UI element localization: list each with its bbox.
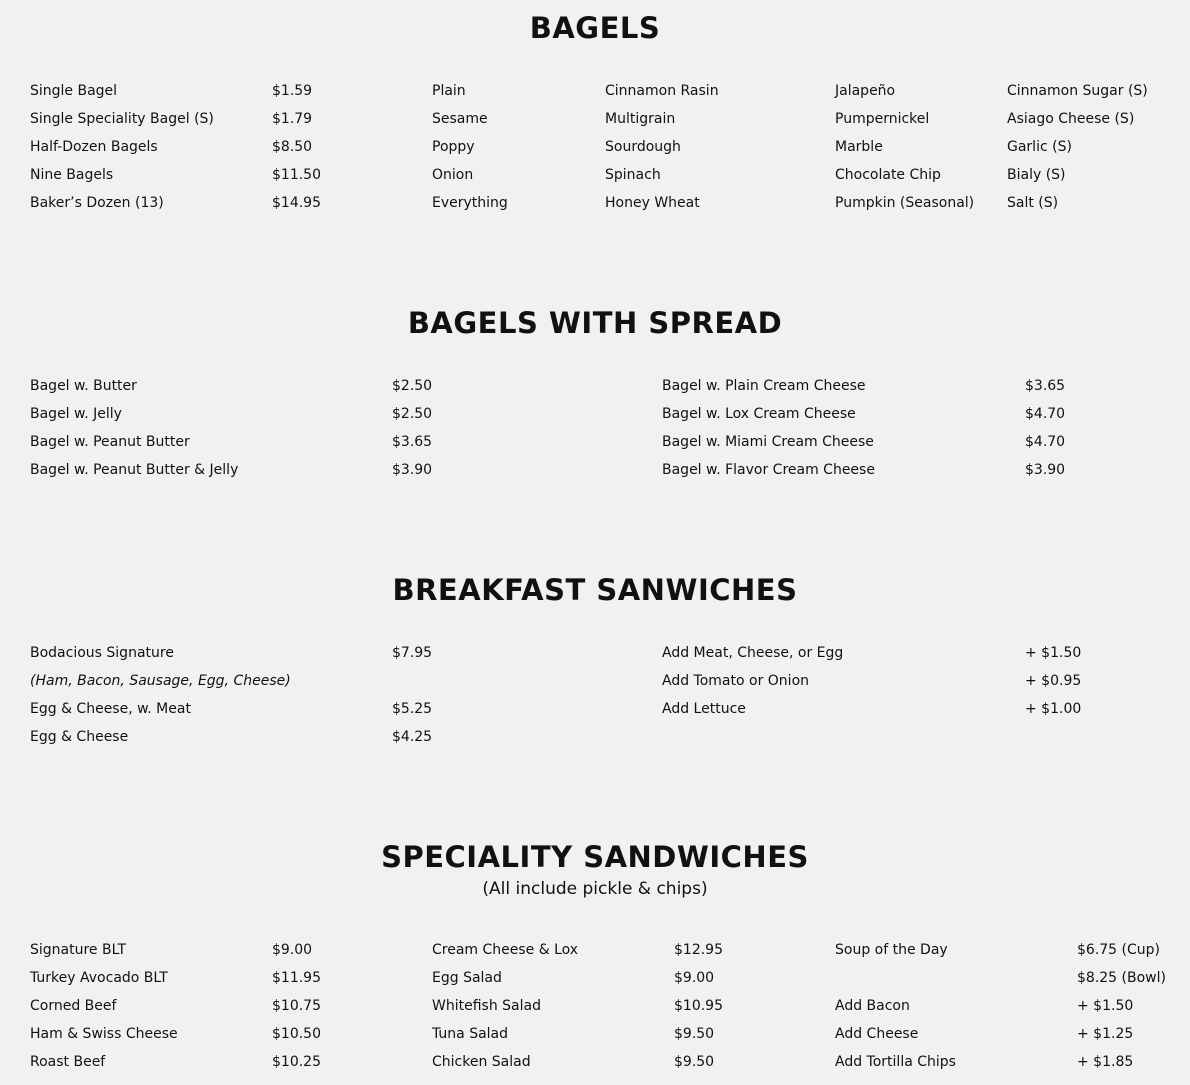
bagel-item-name: Baker’s Dozen (13) bbox=[30, 195, 164, 211]
soup-addon-price: + $1.85 bbox=[1077, 1054, 1134, 1070]
soup-addon-price: + $1.50 bbox=[1077, 998, 1134, 1014]
spread-item-price: $4.70 bbox=[1025, 434, 1066, 450]
sandwich-name: Turkey Avocado BLT bbox=[30, 970, 168, 986]
bagels-items-column bbox=[30, 77, 214, 217]
spread-item-price: $2.50 bbox=[392, 378, 433, 394]
bagel-flavor: Sourdough bbox=[605, 139, 681, 155]
soup-addon-name: Add Bacon bbox=[835, 998, 910, 1014]
bagel-flavor: Honey Wheat bbox=[605, 195, 700, 211]
breakfast-item-price: $4.25 bbox=[392, 729, 433, 745]
sandwich-name: Tuna Salad bbox=[432, 1026, 509, 1042]
sandwich-price: $10.50 bbox=[272, 1026, 321, 1042]
spread-title: BAGELS WITH SPREAD bbox=[407, 306, 783, 340]
spread-right-names bbox=[662, 372, 875, 484]
spread-item-price: $3.65 bbox=[392, 434, 433, 450]
bagel-item-name: Single Bagel bbox=[30, 83, 118, 99]
spread-right-prices bbox=[1025, 372, 1065, 484]
sandwich-name: Cream Cheese & Lox bbox=[432, 942, 579, 958]
breakfast-title: BREAKFAST SANWICHES bbox=[392, 573, 798, 607]
spread-item-name: Bagel w. Plain Cream Cheese bbox=[662, 378, 866, 394]
sandwich-price: $9.50 bbox=[674, 1026, 715, 1042]
breakfast-left-names bbox=[30, 639, 291, 751]
sandwich-name: Signature BLT bbox=[30, 942, 127, 958]
sandwich-price: $9.00 bbox=[674, 970, 715, 986]
bagel-flavor: Plain bbox=[432, 83, 466, 99]
bagel-flavor: Everything bbox=[432, 195, 508, 211]
bagel-flavor: Cinnamon Rasin bbox=[605, 83, 719, 99]
sandwich-price: $10.25 bbox=[272, 1054, 321, 1070]
bagel-flavors-column-4 bbox=[1007, 77, 1148, 217]
bagel-flavor: Multigrain bbox=[605, 111, 676, 127]
breakfast-item-description: (Ham, Bacon, Sausage, Egg, Cheese) bbox=[30, 673, 291, 689]
soup-addon-price: $6.75 (Cup) bbox=[1077, 942, 1160, 958]
sandwich-name: Egg Salad bbox=[432, 970, 502, 986]
sandwich-price: $9.00 bbox=[272, 942, 313, 958]
bagel-flavor: Bialy (S) bbox=[1007, 167, 1066, 183]
speciality-col1-names bbox=[30, 936, 178, 1076]
spread-left-prices bbox=[392, 372, 432, 484]
bagel-flavor: Pumpkin (Seasonal) bbox=[835, 195, 975, 211]
bagel-item-price: $14.95 bbox=[272, 195, 321, 211]
sandwich-name: Ham & Swiss Cheese bbox=[30, 1026, 178, 1042]
bagel-item-name: Nine Bagels bbox=[30, 167, 114, 183]
spread-item-name: Bagel w. Lox Cream Cheese bbox=[662, 406, 856, 422]
bagel-flavor: Cinnamon Sugar (S) bbox=[1007, 83, 1148, 99]
bagel-flavor: Garlic (S) bbox=[1007, 139, 1072, 155]
breakfast-addon-name: Add Meat, Cheese, or Egg bbox=[662, 645, 844, 661]
soup-addon-name: Soup of the Day bbox=[835, 942, 948, 958]
bagel-flavor: Onion bbox=[432, 167, 474, 183]
bagels-prices-column bbox=[272, 77, 321, 217]
breakfast-item-name: Bodacious Signature bbox=[30, 645, 174, 661]
breakfast-item-price: $7.95 bbox=[392, 645, 433, 661]
bagel-item-price: $1.59 bbox=[272, 83, 313, 99]
sandwich-name: Corned Beef bbox=[30, 998, 117, 1014]
bagel-flavors-column-2 bbox=[605, 77, 719, 217]
spread-item-price: $3.90 bbox=[392, 462, 433, 478]
bagel-flavor: Asiago Cheese (S) bbox=[1007, 111, 1135, 127]
speciality-col2-prices bbox=[674, 936, 723, 1076]
breakfast-addons-prices bbox=[1025, 639, 1081, 723]
soup-addon-name: Add Tortilla Chips bbox=[835, 1054, 956, 1070]
sandwich-price: $10.95 bbox=[674, 998, 723, 1014]
soup-addon-name: Add Cheese bbox=[835, 1026, 919, 1042]
bagel-flavor: Spinach bbox=[605, 167, 661, 183]
soup-addon-price: + $1.25 bbox=[1077, 1026, 1134, 1042]
soup-addon-price: $8.25 (Bowl) bbox=[1077, 970, 1166, 986]
breakfast-addon-name: Add Tomato or Onion bbox=[662, 673, 810, 689]
bagel-item-name: Single Speciality Bagel (S) bbox=[30, 111, 214, 127]
speciality-title: SPECIALITY SANDWICHES bbox=[381, 840, 809, 874]
sandwich-price: $12.95 bbox=[674, 942, 723, 958]
bagel-flavor: Salt (S) bbox=[1007, 195, 1059, 211]
bagel-item-price: $1.79 bbox=[272, 111, 313, 127]
bagel-item-name: Half-Dozen Bagels bbox=[30, 139, 158, 155]
sandwich-name: Roast Beef bbox=[30, 1054, 106, 1070]
sandwich-name: Chicken Salad bbox=[432, 1054, 531, 1070]
spread-item-name: Bagel w. Miami Cream Cheese bbox=[662, 434, 874, 450]
breakfast-left-prices bbox=[392, 639, 432, 751]
sandwich-price: $10.75 bbox=[272, 998, 321, 1014]
breakfast-addon-name: Add Lettuce bbox=[662, 701, 746, 717]
speciality-col2-names bbox=[432, 936, 578, 1076]
sandwich-name: Whitefish Salad bbox=[432, 998, 541, 1014]
bagel-item-price: $11.50 bbox=[272, 167, 321, 183]
sandwich-price: $9.50 bbox=[674, 1054, 715, 1070]
bagel-flavor: Chocolate Chip bbox=[835, 167, 941, 183]
speciality-col1-prices bbox=[272, 936, 321, 1076]
bagel-flavor: Sesame bbox=[432, 111, 488, 127]
spread-item-price: $2.50 bbox=[392, 406, 433, 422]
breakfast-addon-price: + $1.00 bbox=[1025, 701, 1082, 717]
breakfast-item-price: $5.25 bbox=[392, 701, 433, 717]
bagel-item-price: $8.50 bbox=[272, 139, 313, 155]
spread-item-price: $4.70 bbox=[1025, 406, 1066, 422]
bagel-flavors-column-1 bbox=[432, 77, 508, 217]
spread-item-price: $3.65 bbox=[1025, 378, 1066, 394]
speciality-col3-prices bbox=[1077, 936, 1166, 1076]
speciality-subtitle: (All include pickle & chips) bbox=[482, 879, 708, 899]
bagel-flavor: Marble bbox=[835, 139, 883, 155]
spread-item-name: Bagel w. Peanut Butter bbox=[30, 434, 190, 450]
spread-item-name: Bagel w. Flavor Cream Cheese bbox=[662, 462, 875, 478]
bagels-title: BAGELS bbox=[529, 11, 661, 45]
breakfast-addon-price: + $0.95 bbox=[1025, 673, 1082, 689]
bagel-flavor: Pumpernickel bbox=[835, 111, 930, 127]
sandwich-price: $11.95 bbox=[272, 970, 321, 986]
breakfast-item-price bbox=[392, 667, 432, 695]
breakfast-addon-price: + $1.50 bbox=[1025, 645, 1082, 661]
soup-addon-name bbox=[835, 964, 956, 992]
breakfast-item-name: Egg & Cheese, w. Meat bbox=[30, 701, 191, 717]
breakfast-addons-names bbox=[662, 639, 843, 723]
bagel-flavor: Poppy bbox=[432, 139, 475, 155]
spread-item-price: $3.90 bbox=[1025, 462, 1066, 478]
spread-item-name: Bagel w. Jelly bbox=[30, 406, 122, 422]
bagel-flavors-column-3 bbox=[835, 77, 974, 217]
spread-item-name: Bagel w. Butter bbox=[30, 378, 137, 394]
bagel-flavor: Jalapeño bbox=[835, 83, 896, 99]
spread-item-name: Bagel w. Peanut Butter & Jelly bbox=[30, 462, 239, 478]
speciality-col3-names bbox=[835, 936, 956, 1076]
breakfast-item-name: Egg & Cheese bbox=[30, 729, 129, 745]
spread-left-names bbox=[30, 372, 238, 484]
